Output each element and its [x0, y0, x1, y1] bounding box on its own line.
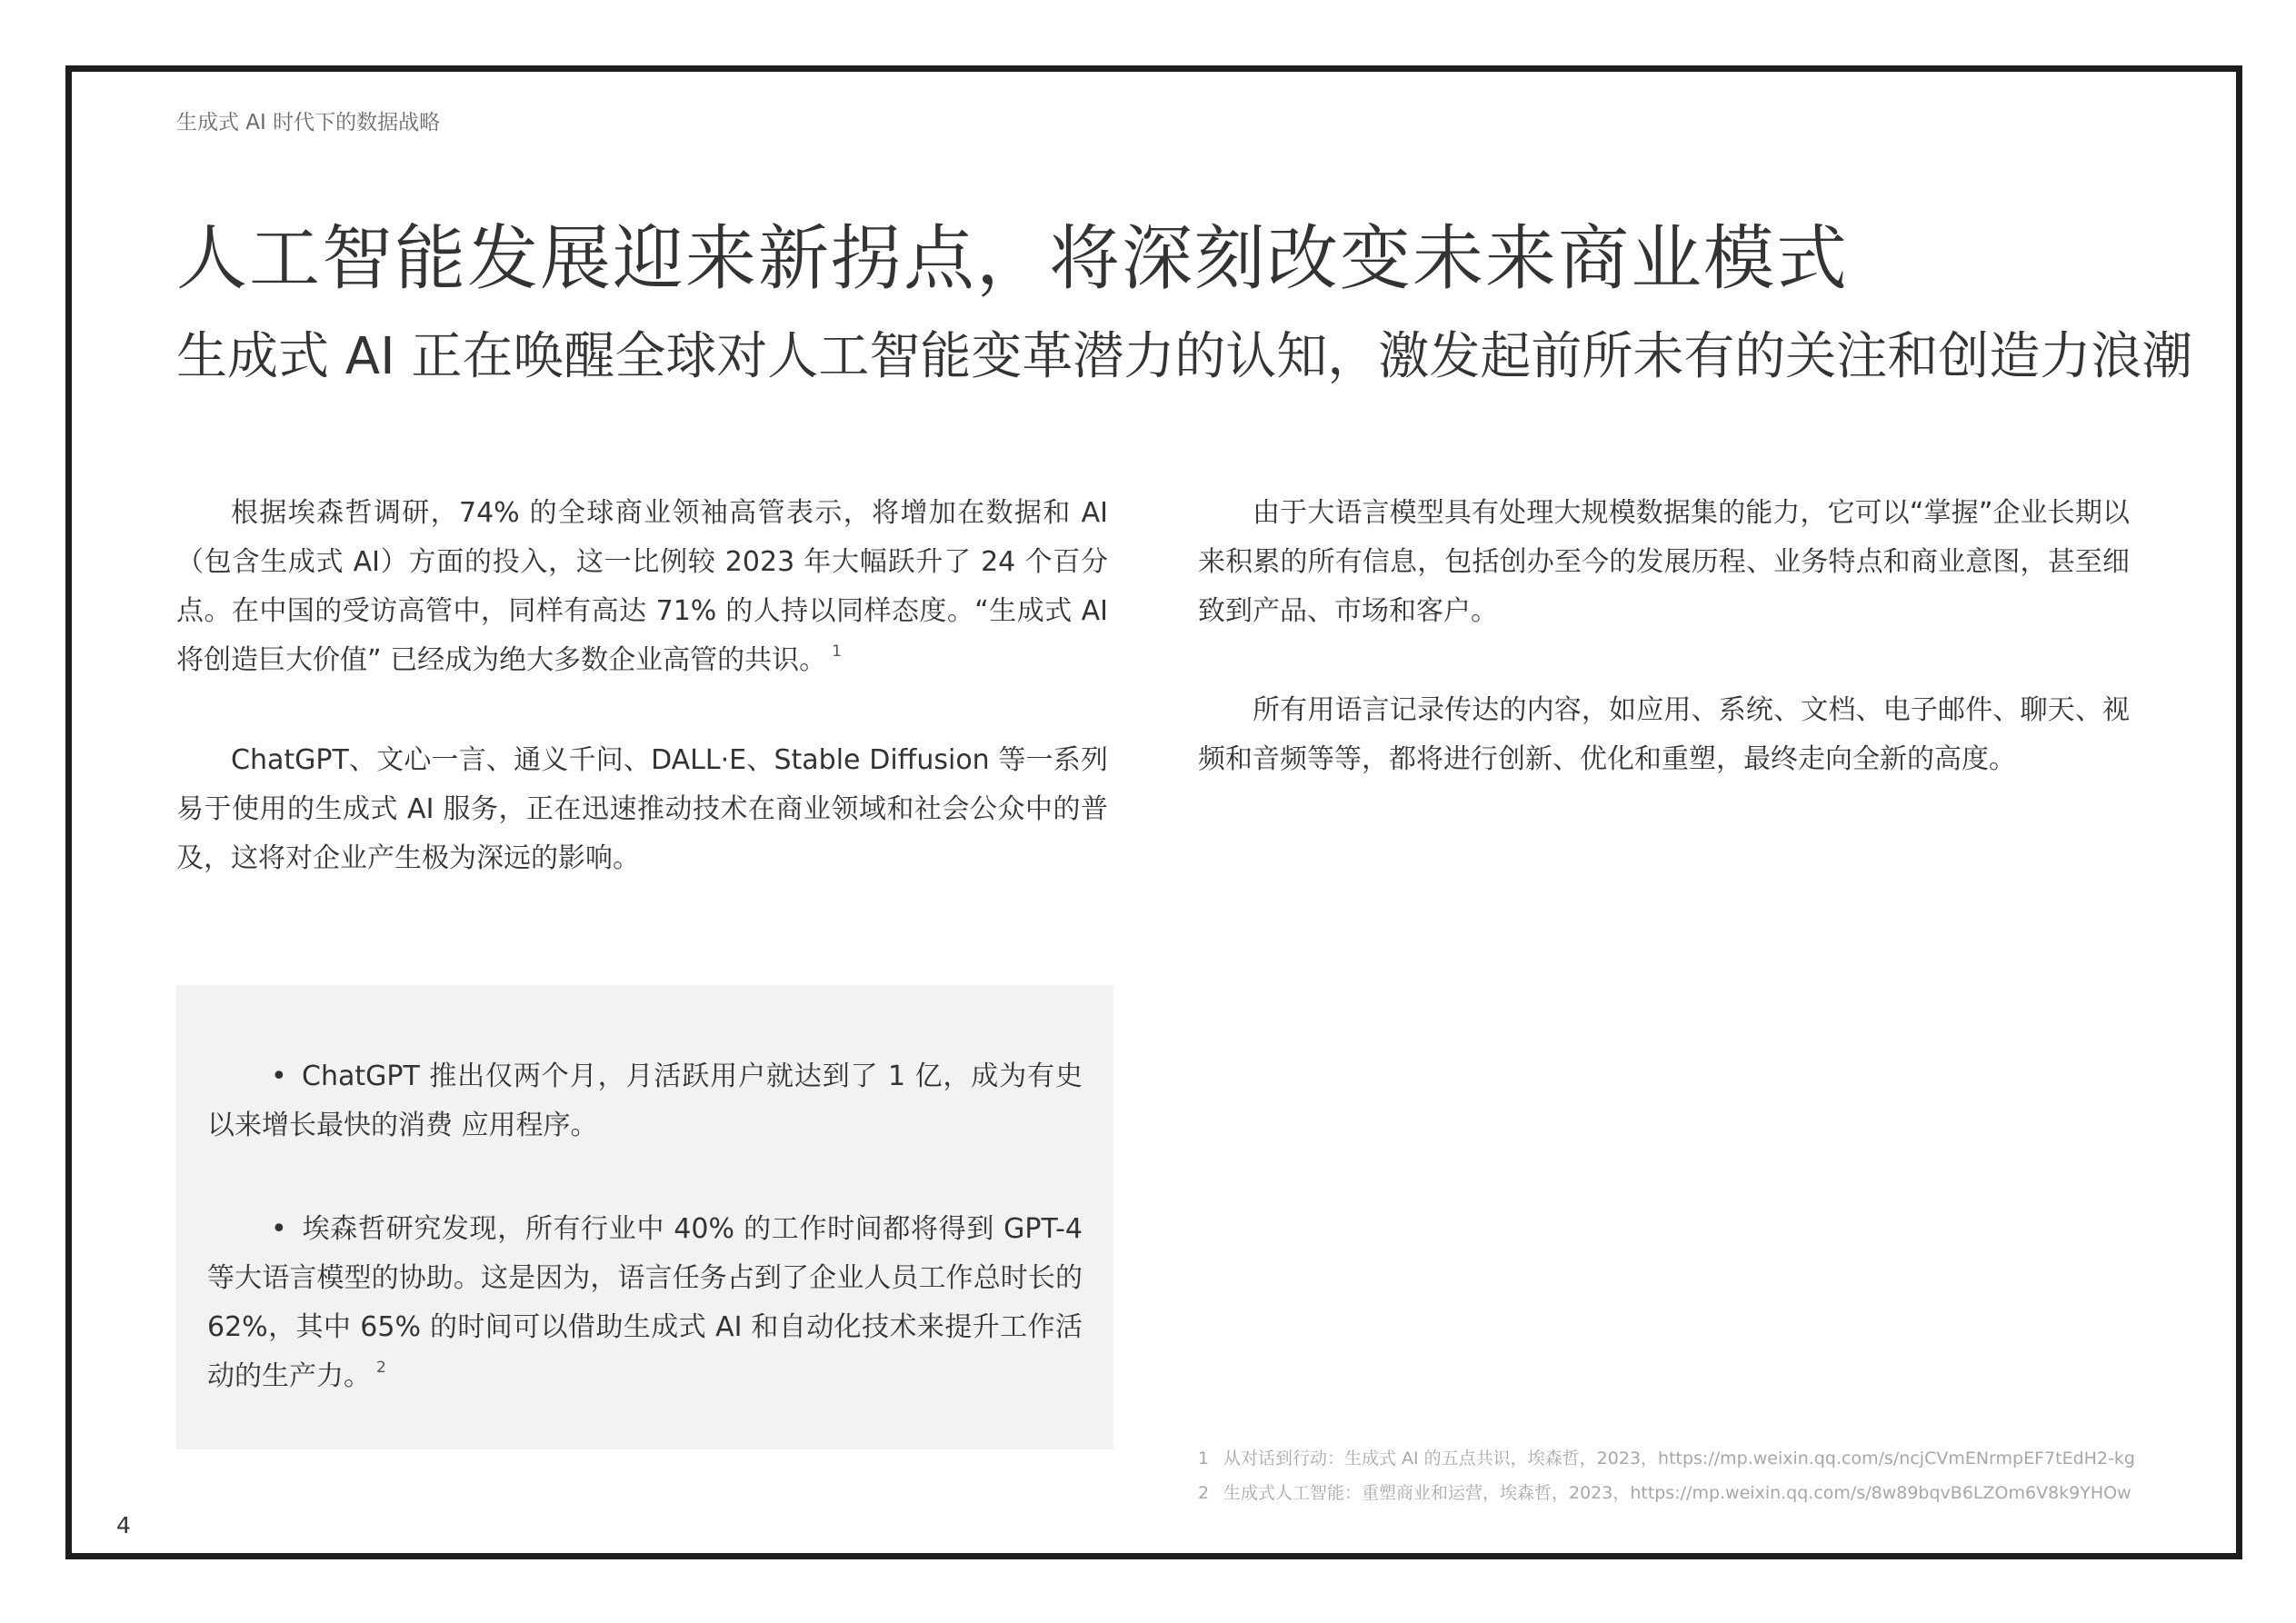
right-paragraph-1: 由于大语言模型具有处理大规模数据集的能力，它可以“掌握”企业长期以来积累的所有信息，包括创办至今的发展历程、业务特点和商业意图，甚至细致到产品、市场和客户。 — [1198, 497, 2130, 627]
footnote-2 — [1198, 1476, 2135, 1510]
page-title: 人工智能发展迎来新拐点，将深刻改变未来商业模式 — [176, 218, 1850, 300]
footnote-ref-2[interactable]: 2 — [376, 1359, 386, 1377]
callout-item-2-text: 埃森哲研究发现，所有行业中 40% 的工作时间都将得到 GPT-4 等大语言模型的协助。这是因为，语言任务占到了企业人员工作总时长的 62%，其中 65% 的时间可以借助生成式 AI 和自动化技术来提升工作活动的生产力。 — [207, 1213, 1083, 1392]
right-column — [1198, 489, 2130, 784]
running-head: 生成式 AI 时代下的数据战略 — [176, 111, 441, 134]
footnotes — [1198, 1441, 2135, 1510]
callout-item-1-text: ChatGPT 推出仅两个月，月活跃用户就达到了 1 亿，成为有史以来增长最快的消费 应用程序。 — [207, 1060, 1083, 1141]
left-paragraph-1-text: 根据埃森哲调研，74% 的全球商业领袖高管表示，将增加在数据和 AI（包含生成式 AI）方面的投入，这一比例较 2023 年大幅跃升了 24 个百分点。在中国的受访高管中，同样有高达 71% 的人持以同样态度。“生成式 AI 将创造巨大价值” 已经成为绝大多数企业高管的共识。 — [176, 497, 1108, 676]
footnote-number: 2 — [1198, 1483, 1210, 1503]
callout-item-2 — [207, 1205, 1083, 1401]
left-paragraph-1 — [176, 489, 1108, 685]
footnote-number: 1 — [1198, 1449, 1210, 1469]
page-number: 4 — [116, 1512, 131, 1538]
callout-box — [176, 985, 1113, 1449]
page-subtitle: 生成式 AI 正在唤醒全球对人工智能变革潜力的认知，激发起前所未有的关注和创造力浪潮 — [176, 327, 2193, 386]
bullet-icon: • — [271, 1213, 287, 1245]
bullet-icon: • — [271, 1060, 287, 1092]
footnote-1 — [1198, 1441, 2135, 1476]
callout-item-1 — [207, 1052, 1083, 1150]
right-paragraph-2: 所有用语言记录传达的内容，如应用、系统、文档、电子邮件、聊天、视频和音频等等，都将进行创新、优化和重塑，最终走向全新的高度。 — [1198, 694, 2130, 775]
footnote-text[interactable]: 生成式人工智能：重塑商业和运营，埃森哲，2023，https://mp.weixin.qq.com/s/8w89bqvB6LZOm6V8k9YHOw — [1223, 1483, 2131, 1503]
footnote-text[interactable]: 从对话到行动：生成式 AI 的五点共识，埃森哲，2023，https://mp.weixin.qq.com/s/ncjCVmENrmpEF7tEdH2-kg — [1223, 1449, 2135, 1469]
footnote-ref-1[interactable]: 1 — [832, 642, 842, 661]
left-paragraph-2: ChatGPT、文心一言、通义千问、DALL·E、Stable Diffusion 等一系列易于使用的生成式 AI 服务，正在迅速推动技术在商业领域和社会公众中的普及，这将对企业产生极为深远的影响。 — [176, 744, 1108, 874]
left-column — [176, 489, 1108, 883]
